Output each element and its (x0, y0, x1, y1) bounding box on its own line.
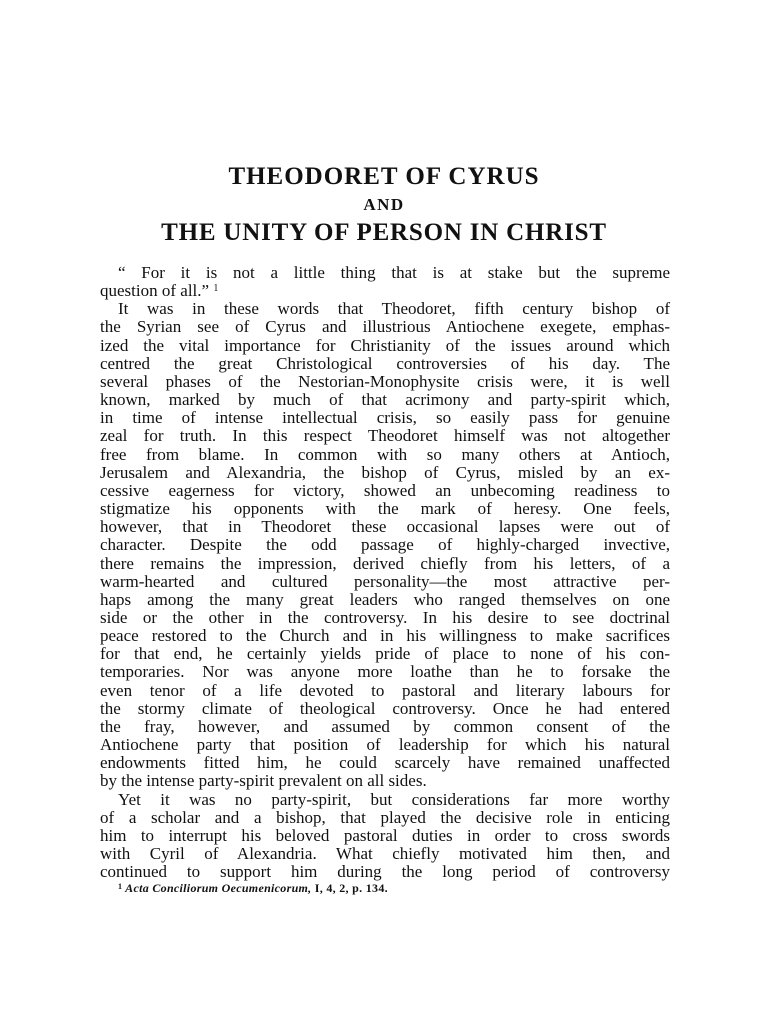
body-line-text: Antiochene party that position of leadership for which his natural (100, 735, 670, 755)
body-line (100, 663, 670, 681)
body-line-text: endowments fitted him, he could scarcely have remained unaffected (100, 753, 670, 773)
body-line (100, 791, 670, 809)
body-line (100, 591, 670, 609)
body-line (100, 282, 670, 300)
body-line (100, 809, 670, 827)
body-line-text: peace restored to the Church and in his willingness to make sacrifices (100, 626, 670, 646)
body-line (100, 827, 670, 845)
body-line-text: by the intense party-spirit prevalent on all sides. (100, 771, 427, 791)
body-line (100, 355, 670, 373)
body-line (100, 464, 670, 482)
body-line-text: haps among the many great leaders who ranged themselves on one (100, 589, 670, 609)
body-line (100, 682, 670, 700)
body-line (100, 427, 670, 445)
body-line-text: centred the great Christological controversies of his day. The (100, 353, 670, 373)
body-line-text: character. Despite the odd passage of highly-charged invective, (100, 535, 670, 555)
body-line (100, 863, 670, 881)
body-line-text: temporaries. Nor was anyone more loathe than he to forsake the (100, 662, 670, 682)
body-line-text: warm-hearted and cultured personality—the most attractive per- (100, 571, 670, 591)
body-line-text: question of all.” (100, 281, 210, 301)
footnote-reference-marker: 1 (213, 283, 219, 295)
body-line (100, 482, 670, 500)
footnote-reference: I, 4, 2, p. 134. (311, 881, 388, 895)
body-line-text: Jerusalem and Alexandria, the bishop of Cyrus, misled by an ex- (100, 462, 670, 482)
body-line (100, 718, 670, 736)
body-line-text: of a scholar and a bishop, that played the decisive role in enticing (100, 807, 670, 827)
body-line-text: side or the other in the controversy. In his desire to see doctrinal (100, 607, 670, 627)
body-line (100, 337, 670, 355)
body-line (100, 409, 670, 427)
body-line-text: even tenor of a life devoted to pastoral and literary labours for (100, 680, 670, 700)
body-line (100, 772, 670, 790)
body-line (100, 446, 670, 464)
body-line-text: with Cyril of Alexandria. What chiefly motivated him then, and (100, 844, 670, 863)
body-line-text: It was in these words that Theodoret, fifth century bishop of (118, 299, 670, 319)
body-line (100, 754, 670, 772)
body-line (100, 627, 670, 645)
body-line-text: the fray, however, and assumed by common consent of the (100, 716, 670, 736)
body-line (100, 573, 670, 591)
body-line-text: known, marked by much of that acrimony and party-spirit which, (100, 390, 670, 410)
body-text (100, 264, 670, 881)
body-line-text: zeal for truth. In this respect Theodoret himself was not altogether (100, 426, 670, 446)
body-line (100, 845, 670, 863)
body-line (100, 609, 670, 627)
footnote-title: Acta Conciliorum Oecumenicorum, (125, 881, 312, 895)
body-line (100, 536, 670, 554)
title-line-2: AND (363, 195, 405, 214)
body-line-text: “ For it is not a little thing that is at stake but the supreme (118, 263, 670, 282)
body-line-text: the stormy climate of theological controversy. Once he had entered (100, 698, 670, 718)
footnote (118, 881, 388, 896)
body-line-text: Yet it was no party-spirit, but considerations far more worthy (118, 789, 670, 809)
body-line (100, 264, 670, 282)
body-line-text: for that end, he certainly yields pride of place to none of his con- (100, 644, 670, 664)
body-line-text: there remains the impression, derived chiefly from his letters, of a (100, 553, 670, 573)
body-line (100, 518, 670, 536)
title-line-3: THE UNITY OF PERSON IN CHRIST (161, 219, 607, 246)
body-line-text: free from blame. In common with so many others at Antioch, (100, 444, 670, 464)
title-line-1: THEODORET OF CYRUS (228, 163, 540, 190)
body-line-text: him to interrupt his beloved pastoral duties in order to cross swords (100, 825, 670, 845)
body-line (100, 500, 670, 518)
body-line (100, 391, 670, 409)
body-line-text: ized the vital importance for Christianity of the issues around which (100, 335, 670, 355)
body-line-text: however, that in Theodoret these occasional lapses were out of (100, 517, 670, 537)
body-line (100, 318, 670, 336)
footnote-marker: 1 (118, 882, 123, 891)
body-line-text: the Syrian see of Cyrus and illustrious Antiochene exegete, emphas- (100, 317, 670, 337)
body-line (100, 700, 670, 718)
body-line (100, 373, 670, 391)
body-line (100, 736, 670, 754)
body-line-text: stigmatize his opponents with the mark of heresy. One feels, (100, 499, 670, 519)
body-line (100, 300, 670, 318)
body-line-text: several phases of the Nestorian-Monophysite crisis were, it is well (100, 371, 670, 391)
body-line-text: in time of intense intellectual crisis, so easily pass for genuine (100, 408, 670, 428)
body-line (100, 555, 670, 573)
body-line (100, 645, 670, 663)
body-line-text: continued to support him during the long period of controversy (100, 862, 670, 882)
body-line-text: cessive eagerness for victory, showed an unbecoming readiness to (100, 480, 670, 500)
